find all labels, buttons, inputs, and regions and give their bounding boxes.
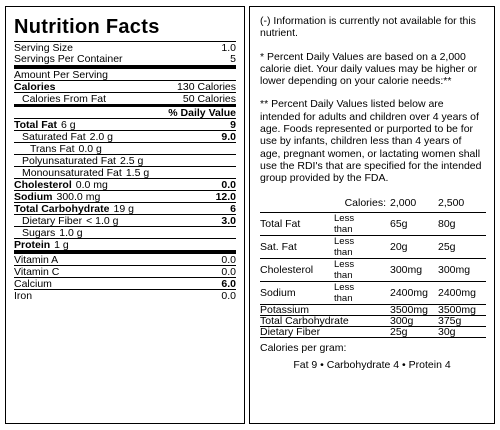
dv-row-v2: 3500mg [438, 305, 486, 316]
calories-per-gram-values: Fat 9 • Carbohydrate 4 • Protein 4 [293, 359, 451, 372]
nutrient-row-cholesterol [14, 178, 236, 190]
dv-row-label: Dietary Fiber [260, 327, 390, 338]
daily-value-header [14, 104, 236, 118]
footnotes-panel [249, 6, 495, 424]
dv-row-label: Total Carbohydrate [260, 316, 390, 327]
dv-col-2500: 2,500 [438, 196, 486, 213]
nutrient-label: Sodium [14, 191, 53, 203]
nutrient-amount: 0.0 g [78, 143, 102, 155]
dv-table-row [260, 327, 486, 338]
nutrient-amount: 1.5 g [125, 167, 150, 179]
nutrient-label: Trans Fat [30, 143, 75, 155]
nutrient-amount: 19 g [113, 203, 134, 215]
dv-row-v1: 20g [390, 236, 438, 259]
daily-values-table [260, 196, 486, 339]
nutrient-amount: 2.0 g [89, 131, 113, 143]
nutrient-label: Total Fat [14, 119, 57, 131]
nutrient-label: Protein [14, 239, 51, 251]
dv-row-v1: 25g [390, 327, 438, 338]
calories-fat-row [14, 92, 236, 104]
dv-row-qualifier: Less than [334, 282, 372, 305]
vitamin-row-iron [14, 289, 236, 301]
dv-row-label: Sodium [260, 282, 334, 305]
nutrient-amount: < 1.0 g [86, 215, 119, 227]
vitamin-dv: 6.0 [221, 278, 236, 290]
serving-size-row [14, 41, 236, 53]
dv-row-v2: 80g [438, 213, 486, 236]
dv-row-label: Sat. Fat [260, 236, 334, 259]
dv-row-v1: 300g [390, 316, 438, 327]
dv-table-row [260, 305, 486, 316]
nutrient-row-trans-fat [14, 142, 236, 154]
nutrient-label: Saturated Fat [22, 131, 86, 143]
dv-row-v2: 30g [438, 327, 486, 338]
dv-row-label: Cholesterol [260, 259, 334, 282]
dv-table-row [260, 282, 486, 305]
calories-fat-value: 50 Calories [182, 93, 236, 105]
dv-row-v2: 25g [438, 236, 486, 259]
vitamin-row-a [14, 250, 236, 265]
vitamin-dv: 0.0 [221, 254, 236, 266]
nutrient-dv: 9.0 [221, 131, 236, 143]
nutrient-amount: 1.0 g [59, 227, 83, 239]
calories-per-gram-label: Calories per gram: [260, 342, 347, 355]
dv-table-row [260, 213, 486, 236]
dv-calories-label: Calories: [334, 196, 390, 213]
servings-row [14, 53, 236, 65]
nutrient-dv: 3.0 [221, 215, 236, 227]
dv-row-qualifier: Less than [334, 259, 372, 282]
vitamin-dv: 0.0 [221, 266, 236, 278]
dv-col-2000: 2,000 [390, 196, 438, 213]
nutrition-facts-title: Nutrition Facts [14, 16, 160, 38]
daily-value-label: % Daily Value [168, 107, 236, 119]
dv-row-v1: 65g [390, 213, 438, 236]
serving-size-label: Serving Size [14, 42, 73, 54]
serving-size-value: 1.0 [221, 42, 236, 54]
nutrient-dv: 12.0 [215, 191, 236, 203]
vitamin-label: Vitamin C [14, 266, 60, 278]
dv-row-v2: 2400mg [438, 282, 486, 305]
nutrient-amount: 2.5 g [119, 155, 144, 167]
nutrient-row-total-carbohydrate [14, 202, 236, 214]
nutrient-label: Polyunsaturated Fat [22, 155, 116, 167]
footnote-unavailable: (-) Information is currently not available for this nutrient. [260, 15, 476, 40]
vitamin-dv: 0.0 [221, 290, 236, 302]
nutrient-amount: 0.0 mg [75, 179, 108, 191]
calories-value: 130 Calories [177, 81, 236, 93]
calories-row [14, 80, 236, 92]
dv-row-v1: 300mg [390, 259, 438, 282]
nutrient-row-total-fat [14, 118, 236, 130]
nutrient-dv: 0.0 [221, 179, 236, 191]
nutrient-row-sugars [14, 226, 236, 238]
dv-row-label: Total Fat [260, 213, 334, 236]
nutrient-amount: 300.0 mg [56, 191, 101, 203]
dv-row-qualifier: Less than [334, 236, 372, 259]
vitamin-label: Iron [14, 290, 33, 302]
nutrient-amount: 1 g [54, 239, 69, 251]
vitamin-label: Calcium [14, 278, 52, 290]
nutrient-row-saturated-fat [14, 130, 236, 142]
nutrient-row-protein [14, 238, 236, 250]
servings-label: Servings Per Container [14, 53, 123, 65]
dv-row-v2: 375g [438, 316, 486, 327]
dv-row-qualifier: Less than [334, 213, 372, 236]
calories-fat-label: Calories From Fat [22, 93, 107, 105]
nutrient-label: Dietary Fiber [22, 215, 83, 227]
nutrition-facts-panel [5, 6, 245, 424]
nutrient-amount: 6 g [60, 119, 76, 131]
nutrient-row-monounsaturated-fat [14, 166, 236, 178]
dv-row-v1: 3500mg [390, 305, 438, 316]
amount-label: Amount Per Serving [14, 69, 108, 81]
dv-row-v2: 300mg [438, 259, 486, 282]
nutrient-label: Sugars [22, 227, 56, 239]
nutrient-dv: 6 [230, 203, 236, 215]
footnote-daily-values: * Percent Daily Values are based on a 2,000 calorie diet. Your daily values may be higher or lower depending on your calorie needs:** [260, 50, 478, 88]
vitamin-row-c [14, 265, 236, 277]
dv-table-row [260, 236, 486, 259]
dv-table-header [260, 196, 486, 213]
dv-table-row [260, 259, 486, 282]
servings-value: 5 [230, 53, 236, 65]
dv-table-row [260, 316, 486, 327]
vitamin-label: Vitamin A [14, 254, 59, 266]
nutrient-row-polyunsaturated-fat [14, 154, 236, 166]
nutrient-label: Monounsaturated Fat [22, 167, 122, 179]
nutrient-label: Cholesterol [14, 179, 72, 191]
dv-row-label: Potassium [260, 305, 390, 316]
dv-row-v1: 2400mg [390, 282, 438, 305]
vitamin-row-calcium [14, 277, 236, 289]
nutrient-row-sodium [14, 190, 236, 202]
nutrient-dv: 9 [230, 119, 236, 131]
nutrient-label: Total Carbohydrate [14, 203, 110, 215]
amount-row [14, 65, 236, 80]
nutrient-row-dietary-fiber [14, 214, 236, 226]
calories-label: Calories [14, 81, 56, 93]
footnote-age-groups: ** Percent Daily Values listed below are intended for adults and children over 4 years of age. Foods represented or purported to be for use by infants, children less than 4 years of age, pregnant women, or lactating women shall use the RDI's that are specified for the intended group provided by the FDA. [260, 98, 482, 185]
